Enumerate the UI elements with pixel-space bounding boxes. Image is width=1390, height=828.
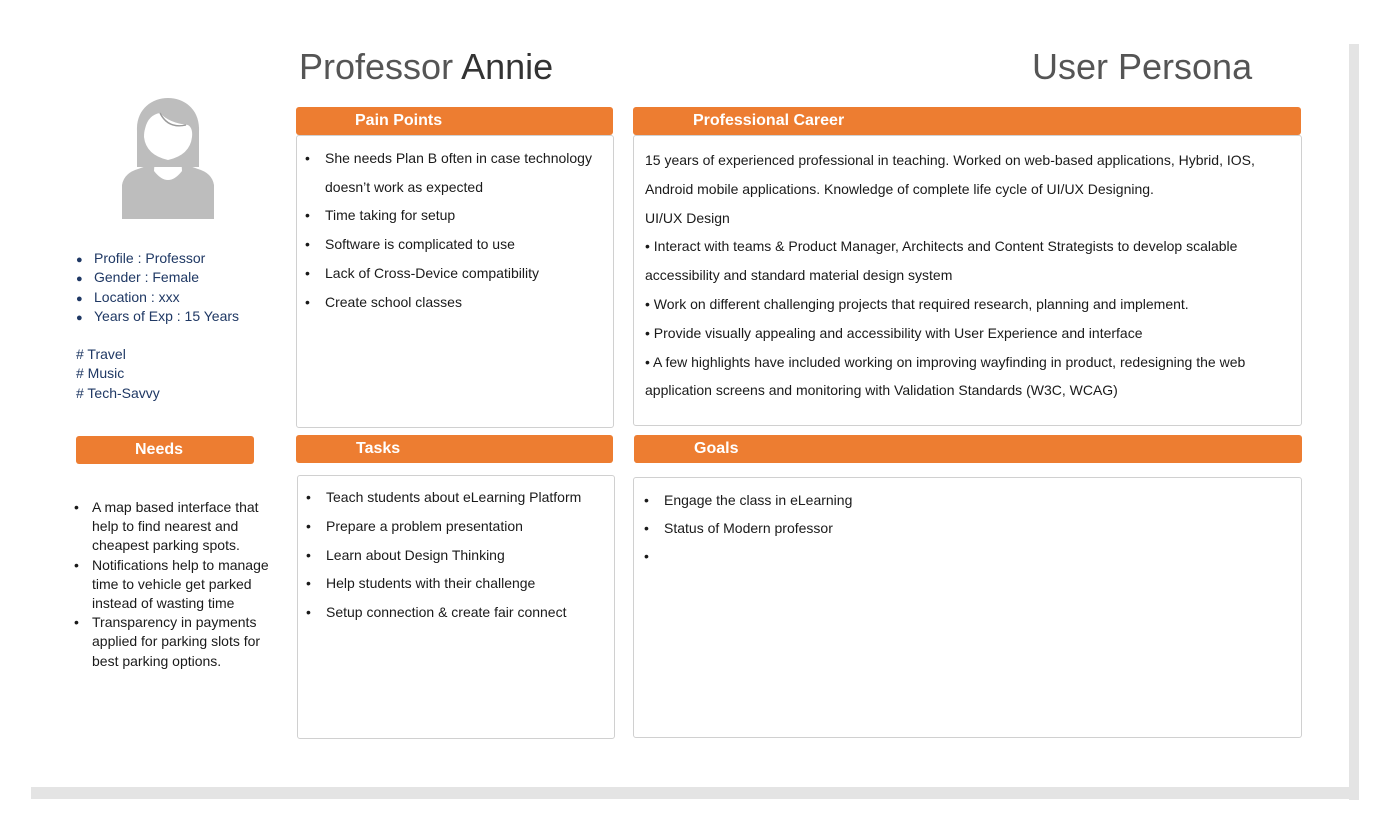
tag-music: # Music	[76, 365, 125, 382]
page-subtitle: User Persona	[1032, 46, 1253, 87]
goals-list	[644, 486, 1284, 542]
list-item: • Lack of Cross-Device compatibility	[305, 259, 605, 288]
list-item: • Status of Modern professor	[644, 514, 1284, 542]
career-bullet: • Work on different challenging projects that required research, planning and implement.	[645, 295, 1189, 312]
list-item: • Transparency in payments applied for parking slots for best parking options.	[74, 613, 274, 671]
needs-list	[74, 498, 274, 671]
career-header: Professional Career	[633, 107, 1301, 135]
list-item: • Notifications help to manage time to vehicle get parked instead of wasting time	[74, 556, 274, 614]
pain-points-header: Pain Points	[296, 107, 613, 135]
title-prefix: Professor	[299, 46, 454, 87]
list-item: • Setup connection & create fair connect	[306, 598, 606, 627]
profile-item-location: ● Location : xxx	[76, 288, 180, 305]
list-item: • Time taking for setup	[305, 201, 605, 230]
list-item: • Engage the class in eLearning	[644, 486, 1284, 514]
tag-travel: # Travel	[76, 346, 126, 362]
list-item: • She needs Plan B often in case technology doesn’t work as expected	[305, 144, 605, 201]
persona-name: Annie	[461, 46, 554, 87]
list-item: • Help students with their challenge	[306, 569, 606, 598]
goals-header: Goals	[634, 435, 1302, 463]
needs-header: Needs	[76, 436, 254, 464]
interest-tags	[76, 345, 160, 403]
persona-title	[299, 46, 553, 88]
career-intro: 15 years of experienced professional in teaching. Worked on web-based applications, Hybrid, IOS, Android mobile applications. Knowledge of complete life cycle of UI/UX Designing.	[645, 152, 1255, 197]
profile-item-gender: ● Gender : Female	[76, 269, 200, 286]
pain-points-list	[305, 144, 605, 316]
tasks-list	[306, 483, 606, 627]
list-item: • Create school classes	[305, 288, 605, 317]
profile-item-experience: ● Years of Exp : 15 Years	[76, 307, 240, 324]
career-bullet: • A few highlights have included working on improving wayfinding in product, redesigning the web application screens and monitoring with Validation Standards (W3C, WCAG)	[645, 353, 1246, 399]
list-item: • Teach students about eLearning Platform	[306, 483, 606, 512]
career-text	[645, 146, 1295, 405]
career-subheading: UI/UX Design	[645, 209, 730, 226]
career-bullet: • Provide visually appealing and accessibility with User Experience and interface	[645, 324, 1143, 341]
tag-tech-savvy: # Tech-Savvy	[76, 384, 160, 401]
career-bullet: • Interact with teams & Product Manager, Architects and Content Strategists to develop scalable accessibility and standard material design system	[645, 238, 1238, 284]
tasks-header: Tasks	[296, 435, 613, 463]
list-item: • Learn about Design Thinking	[306, 541, 606, 570]
profile-item-role: ● Profile : Professor	[76, 250, 206, 266]
profile-details	[76, 249, 239, 326]
card-shadow-right	[1349, 44, 1359, 800]
card-shadow-bottom	[31, 787, 1359, 799]
list-item: • A map based interface that help to find nearest and cheapest parking spots.	[74, 498, 274, 556]
female-user-silhouette-icon	[122, 97, 214, 219]
list-item: • Prepare a problem presentation	[306, 512, 606, 541]
list-item: • Software is complicated to use	[305, 230, 605, 259]
